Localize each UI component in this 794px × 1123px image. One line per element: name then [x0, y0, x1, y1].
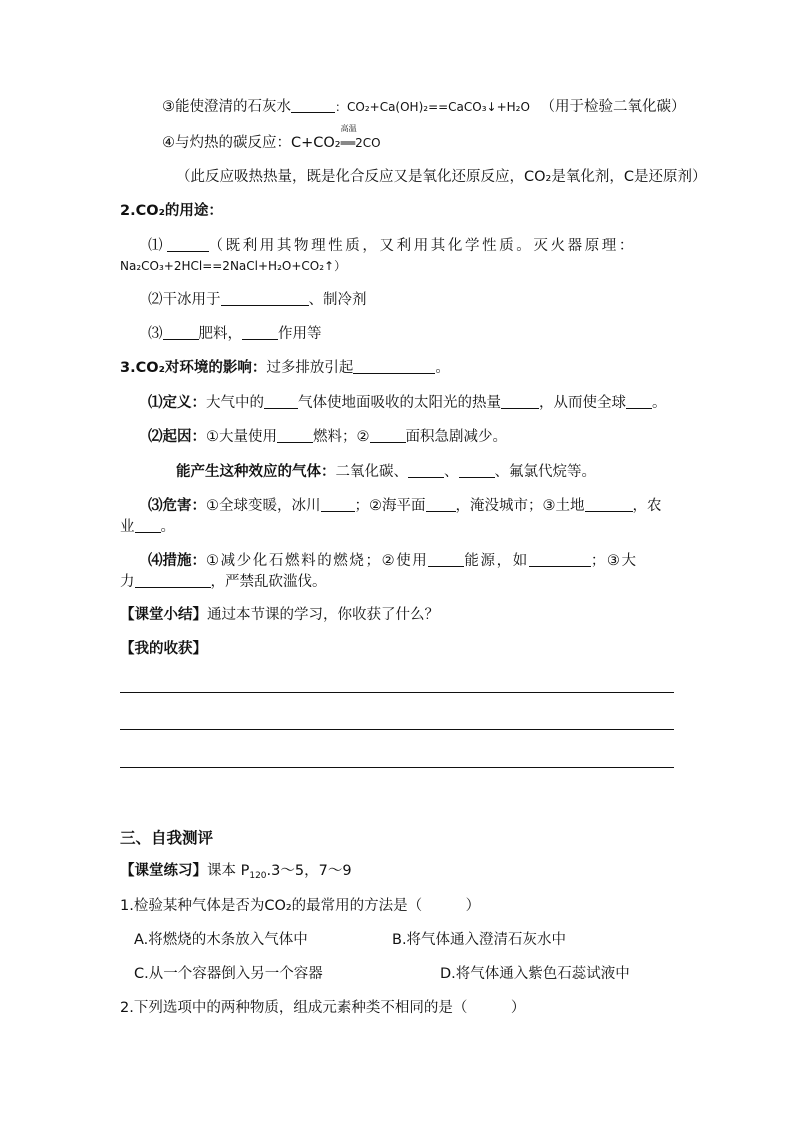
answer-blank[interactable] — [428, 551, 464, 567]
answer-blank[interactable] — [291, 97, 335, 113]
harm-text: 。 — [160, 519, 175, 535]
measures-text: ，严禁乱砍滥伐。 — [210, 574, 327, 590]
practice-rest: .3～5，7～9 — [266, 863, 352, 879]
gas-text: 、氟氯代烷等。 — [494, 464, 596, 480]
use1-text: （既利用其物理性质，又利用其化学性质。灭火器原理： — [208, 238, 636, 254]
use3-prefix: ⑶ — [148, 326, 163, 342]
harm-text: ①全球变暖，冰川 — [206, 498, 321, 514]
definition-text: ，从而使全球 — [539, 395, 626, 411]
section3-title: 3.CO₂对环境的影响： — [120, 360, 267, 376]
practice-label: 【课堂练习】 — [120, 863, 207, 879]
harm-text: 业 — [120, 519, 135, 535]
harm-label: ⑶危害： — [148, 498, 206, 514]
use2-suffix: 、制冷剂 — [308, 292, 367, 308]
measures-text: ；③大 — [590, 553, 638, 569]
use3-suffix: 作用等 — [278, 326, 322, 342]
answer-line[interactable] — [120, 729, 674, 730]
measures-label: ⑷措施： — [148, 553, 206, 569]
item4-line — [162, 124, 381, 153]
definition-text: 气体使地面吸收的太阳光的热量 — [298, 395, 501, 411]
answer-blank[interactable] — [135, 517, 161, 533]
summary-label: 【课堂小结】 — [120, 607, 207, 623]
harm-text: ，淹没城市；③土地 — [455, 498, 585, 514]
answer-blank[interactable] — [501, 393, 539, 409]
answer-blank[interactable] — [353, 358, 435, 374]
definition-text: 。 — [652, 395, 667, 411]
use3-line — [148, 324, 322, 344]
cause-text: ①大量使用 — [206, 429, 277, 445]
item3-text: ③能使澄清的石灰水 — [162, 99, 291, 115]
answer-blank[interactable] — [426, 496, 456, 512]
item3-note: （用于检验二氧化碳） — [540, 99, 686, 115]
use1-equation: Na₂CO₃+2HCl==2NaCl+H₂O+CO₂↑） — [120, 259, 347, 273]
section-self-assessment-title: 三、自我测评 — [120, 829, 214, 847]
answer-blank[interactable] — [626, 393, 652, 409]
answer-blank[interactable] — [370, 427, 406, 443]
gain-label: 【我的收获】 — [120, 641, 207, 657]
section3-text: 过多排放引起 — [266, 360, 354, 376]
use1-line — [148, 236, 636, 256]
question-1: 1.检验某种气体是否为CO₂的最常用的方法是（ ） — [120, 898, 481, 914]
definition-text: 大气中的 — [206, 395, 264, 411]
definition-label: ⑴定义： — [148, 395, 206, 411]
answer-blank[interactable] — [264, 393, 298, 409]
question-1-option-b: B.将气体通入澄清石灰水中 — [392, 932, 567, 948]
question-2: 2.下列选项中的两种物质，组成元素种类不相同的是（ ） — [120, 1000, 526, 1016]
cause-line — [148, 427, 507, 447]
harm-line — [148, 496, 662, 516]
answer-blank[interactable] — [163, 324, 199, 340]
item3-line — [162, 97, 686, 117]
answer-blank[interactable] — [277, 427, 313, 443]
reaction-condition: 高温 ══ — [340, 124, 357, 150]
answer-blank[interactable] — [459, 462, 495, 478]
cause-text: 面积急剧减少。 — [405, 429, 507, 445]
harm-text: ；②海平面 — [354, 498, 426, 514]
question-1-option-c: C.从一个容器倒入另一个容器 — [134, 966, 323, 982]
use2-prefix: ⑵干冰用于 — [148, 292, 221, 308]
section2-title: 2.CO₂的用途： — [120, 203, 223, 219]
practice-page-number: 120 — [249, 871, 267, 881]
use2-line — [148, 290, 367, 310]
question-1-option-d: D.将气体通入紫色石蕊试液中 — [440, 966, 630, 982]
measures-text: ①减少化石燃料的燃烧；②使用 — [206, 553, 429, 569]
answer-blank[interactable] — [408, 462, 444, 478]
gas-text: 、 — [444, 464, 459, 480]
answer-blank[interactable] — [135, 572, 211, 588]
answer-line[interactable] — [120, 692, 674, 693]
harm-line-2 — [120, 517, 175, 537]
gas-label: 能产生这种效应的气体： — [176, 464, 336, 480]
use3-mid: 肥料， — [198, 326, 242, 342]
measures-text: 能源，如 — [464, 553, 529, 569]
use1-prefix: ⑴ — [148, 238, 163, 254]
measures-text: 力 — [120, 574, 135, 590]
practice-line — [120, 861, 352, 886]
answer-blank[interactable] — [221, 290, 309, 306]
answer-blank[interactable] — [529, 551, 591, 567]
answer-blank[interactable] — [167, 236, 209, 252]
condition-label: 高温 — [340, 124, 357, 133]
summary-text: 通过本节课的学习，你收获了什么？ — [207, 607, 439, 623]
section3-line — [120, 358, 450, 378]
cause-label: ⑵起因： — [148, 429, 206, 445]
item4-text: ④与灼热的碳反应：C+CO₂ — [162, 135, 341, 151]
harm-text: ，农 — [632, 498, 662, 514]
measures-line-2 — [120, 572, 327, 592]
summary-line — [120, 605, 439, 625]
answer-blank[interactable] — [585, 496, 633, 512]
section3-end: 。 — [435, 360, 450, 376]
cause-text: 燃料；② — [313, 429, 370, 445]
question-1-option-a: A.将燃烧的木条放入气体中 — [134, 932, 308, 948]
gas-line — [176, 462, 596, 482]
answer-line[interactable] — [120, 767, 674, 768]
item3-equation: ：CO₂+Ca(OH)₂==CaCO₃↓+H₂O — [335, 100, 530, 114]
answer-blank[interactable] — [242, 324, 278, 340]
practice-text: 课本 P — [207, 863, 250, 879]
item4-note: （此反应吸热热量，既是化合反应又是氧化还原反应，CO₂是氧化剂，C是还原剂） — [176, 169, 707, 185]
answer-blank[interactable] — [321, 496, 355, 512]
definition-line — [148, 393, 667, 413]
measures-line — [148, 551, 638, 571]
item4-equation-right: 2CO — [355, 136, 381, 150]
gas-text: 二氧化碳、 — [335, 464, 408, 480]
